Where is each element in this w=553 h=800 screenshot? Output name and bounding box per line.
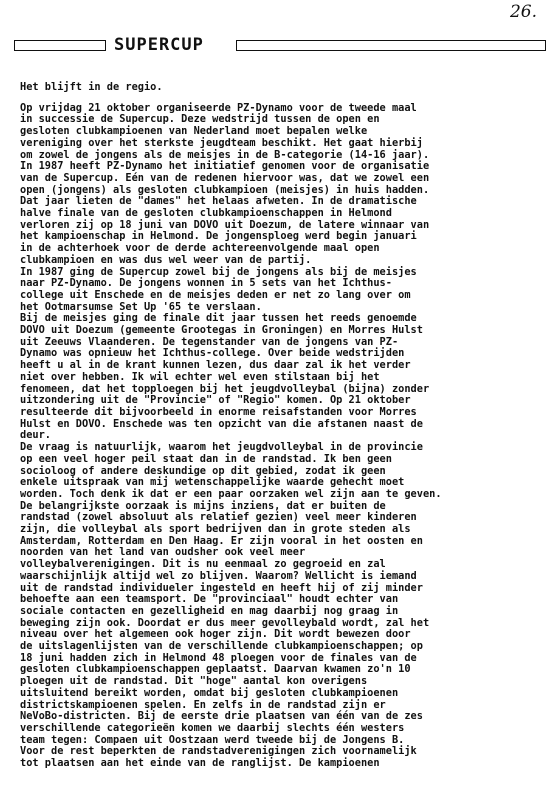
article-subtitle: Het blijft in de regio. [20, 81, 163, 93]
header-rule-right [236, 40, 546, 51]
paragraph-2: In 1987 ging de Supercup zowel bij de jongens als bij de meisjes naar PZ-Dynamo. De jongens wonnen in 5 sets van het Ichthus- college uit Enschede en de meisjes deden er net zo lang over om het Ootmarsumse Set Up '65 te verslaan. [20, 265, 417, 313]
article-body [20, 82, 540, 770]
section-header [14, 35, 536, 60]
header-rule-left [14, 40, 106, 51]
paragraph-4: De vraag is natuurlijk, waarom het jeugdvolleybal in de provincie op een veel hoger peil staat dan in de randstad. Ik ben geen socioloog of andere deskundige op dit gebied, zodat ik geen enkele uitspraak van mij wetenschappelijke waarde gehecht moet worden. Toch denk ik dat er een paar oorzaken wel zijn aan te geven. De belangrijkste oorzaak is mijns inziens, dat er buiten de randstad (zowel absoluut als relatief gezien) veel meer kinderen zijn, die volleybal als sport bedrijven dan in grote steden als Amsterdam, Rotterdam en Den Haag. Er zijn vooral in het oosten en noorden van het land van oudsher ook veel meer volleybalverenigingen. Dit is nu eenmaal zo gegroeid en zal waarschijnlijk altijd wel zo blijven. Waarom? Wellicht is iemand uit de randstad individueler ingesteld en heeft hij of zij minder behoefte aan een teamsport. De "provinciaal" houdt echter van sociale contacten en gezelligheid en mag daarbij nog graag in beweging zijn ook. Doordat er dus meer gevolleybald wordt, zal het niveau over het algemeen ook hoger zijn. Dit wordt bewezen door de uitslagenlijsten van de verschillende clubkampioenschappen; op 18 juni hadden zich in Helmond 48 ploegen voor de finales van de gesloten clubkampioenschappen geplaatst. Daarvan kwamen zo'n 10 ploegen uit de randstad. Dit "hoge" aantal kon overigens uitsluitend bereikt worden, omdat bij gesloten clubkampioenen districtskampioenen spelen. En zelfs in de randstad zijn er NeVoBo-districten. Bij de eerste drie plaatsen van één van de zes verschillende categorieën komen we daarbij slechts één westers team tegen: Compaen uit Oostzaan werd tweede bij de Jongens B. Voor de rest beperkten de randstadverenigingen zich voornamelijk tot plaatsen aan het einde van de ranglijst. De kampioenen [20, 441, 442, 770]
section-title: SUPERCUP [114, 35, 204, 55]
paragraph-3: Bij de meisjes ging de finale dit jaar tussen het reeds genoemde DOVO uit Doezum (gemeente Grootegas in Groningen) en Morres Hulst uit Zeeuws Vlaanderen. De tegenstander van de jongens van PZ- Dynamo was opnieuw het Ichthus-college. Over beide wedstrijden heeft u al in de krant kunnen lezen, dus daar zal ik het verder niet over hebben. Ik wil echter wel even stilstaan bij het fenomeen, dat het topploegen bij het jeugdvolleybal (bijna) zonder uitzondering uit de "Provincie" of "Regio" komen. Op 21 oktober resulteerde dit bijvoorbeeld in enorme reisafstanden voor Morres Hulst en DOVO. Enschede was ten opzicht van die afstanen naast de deur. [20, 312, 430, 442]
page-number: 26. [509, 2, 537, 22]
paragraph-1: Op vrijdag 21 oktober organiseerde PZ-Dynamo voor de tweede maal in successie de Supercup. Deze wedstrijd tussen de open en gesloten clubkampioenen van Nederland moet bepalen welke vereniging over het sterkste jeugdteam beschikt. Het gaat hierbij om zowel de jongens als de meisjes in de B-categorie (14-16 jaar). In 1987 heeft PZ-Dynamo het initiatief genomen voor de organisatie van de Supercup. Eén van de redenen hiervoor was, dat we zowel een open (jongens) als gesloten clubkampioen (meisjes) in huis hadden. Dat jaar lieten de "dames" het helaas afweten. In de dramatische halve finale van de gesloten clubkampioenschappen in Helmond verloren zij op 18 juni van DOVO uit Doezum, de latere winnaar van het kampioenschap in Helmond. De jongensploeg werd begin januari in de achterhoek voor de derde achtereenvolgende maal open clubkampioen en was dus wel weer van de partij. [20, 101, 430, 266]
